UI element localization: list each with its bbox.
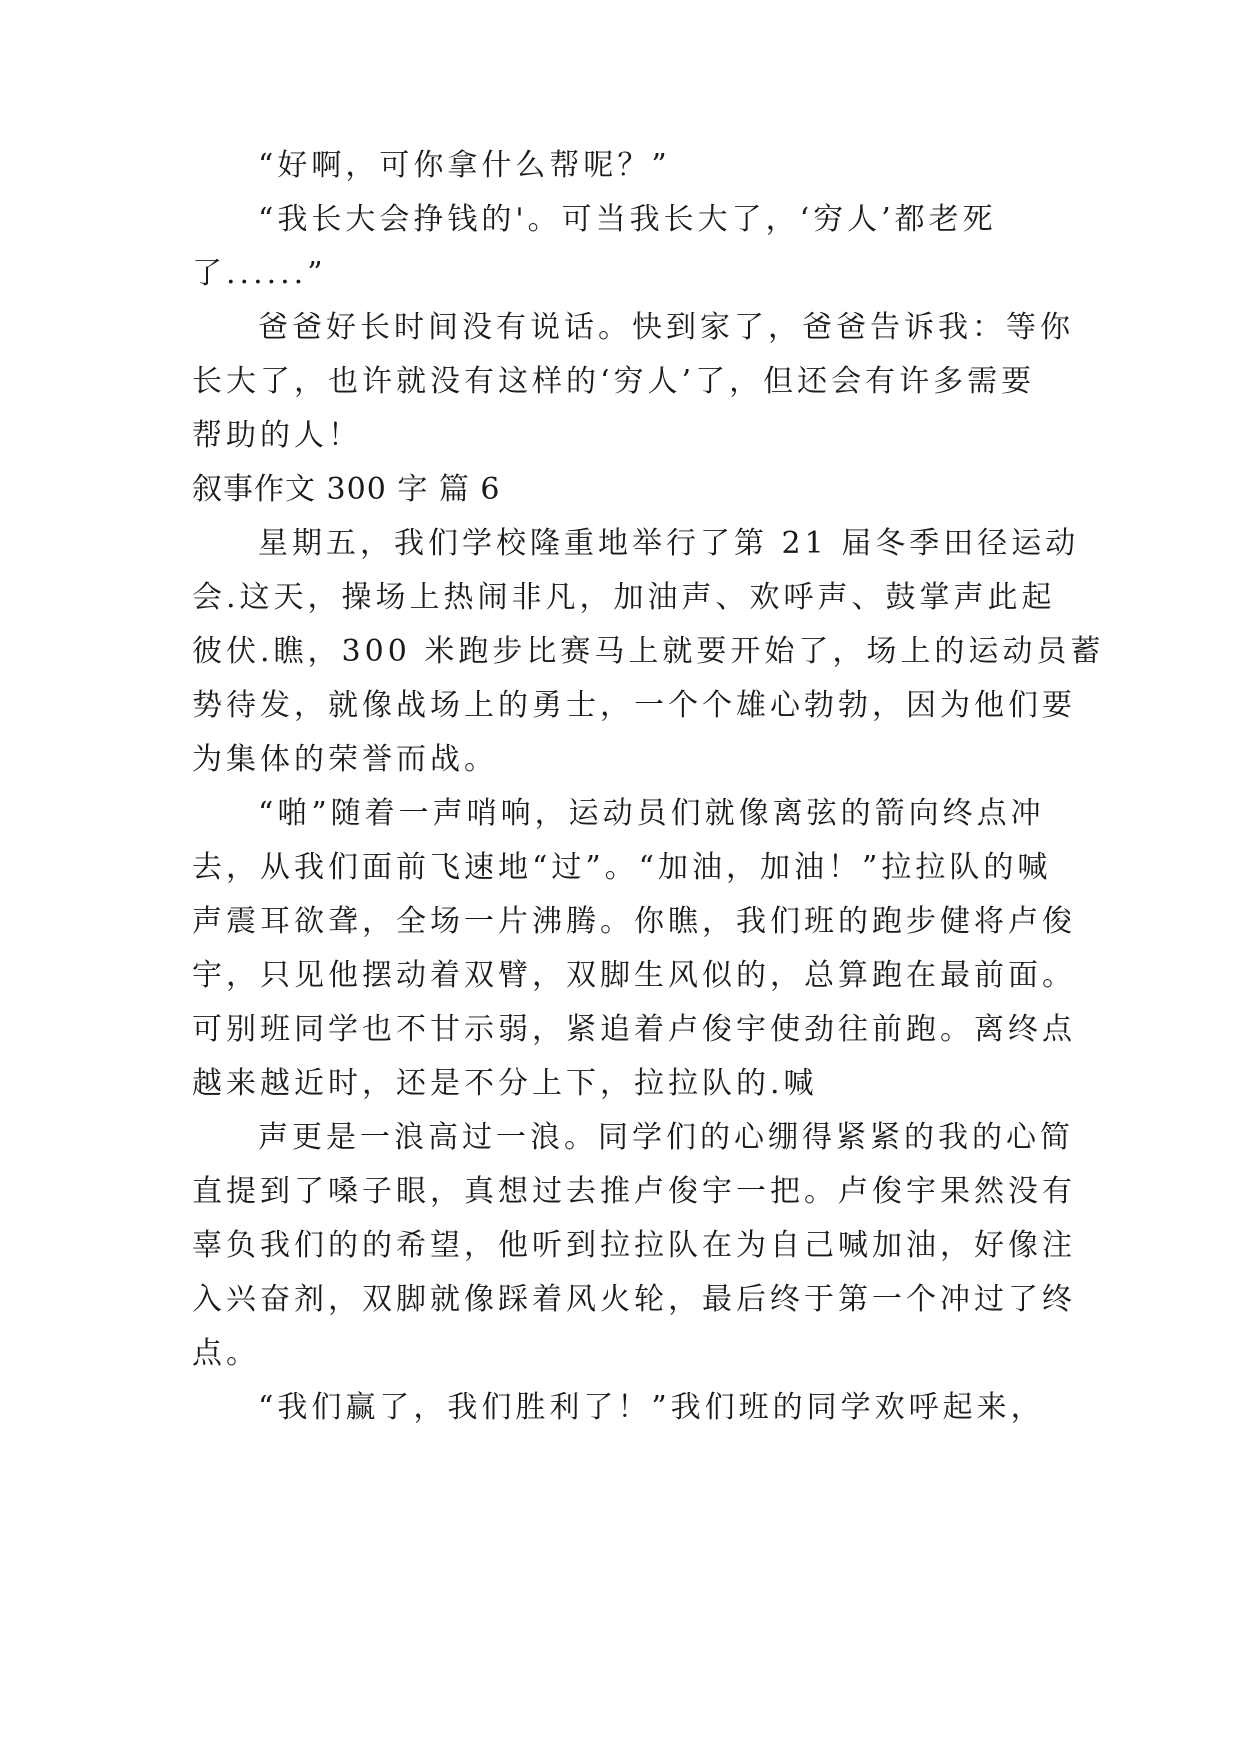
text-line: “好啊，可你拿什么帮呢？”	[258, 148, 671, 183]
text-line: 爸爸好长时间没有说话。快到家了，爸爸告诉我：等你	[258, 310, 1074, 345]
text-line: 直提到了嗓子眼，真想过去推卢俊宇一把。卢俊宇果然没有	[192, 1174, 1076, 1209]
text-line: “我们赢了，我们胜利了！”我们班的同学欢呼起来，	[258, 1390, 1045, 1425]
text-line: “我长大会挣钱的'。可当我长大了，‘穷人’都老死	[258, 202, 997, 237]
text-line: 声更是一浪高过一浪。同学们的心绷得紧紧的我的心简	[258, 1120, 1074, 1155]
text-line: 会.这天，操场上热闹非凡，加油声、欢呼声、鼓掌声此起	[192, 580, 1056, 615]
text-line: 入兴奋剂，双脚就像踩着风火轮，最后终于第一个冲过了终	[192, 1282, 1076, 1317]
text-line: 彼伏.瞧，300 米跑步比赛马上就要开始了，场上的运动员蓄	[192, 634, 1105, 669]
text-line: 长大了，也许就没有这样的‘穷人’了，但还会有许多需要	[192, 364, 1036, 399]
text-line: 帮助的人！	[192, 418, 362, 453]
text-line: “啪”随着一声哨响，运动员们就像离弦的箭向终点冲	[258, 796, 1045, 831]
text-line: 声震耳欲聋，全场一片沸腾。你瞧，我们班的跑步健将卢俊	[192, 904, 1076, 939]
text-line: 星期五，我们学校隆重地举行了第 21 届冬季田径运动	[258, 526, 1080, 561]
text-line: 可别班同学也不甘示弱，紧追着卢俊宇使劲往前跑。离终点	[192, 1012, 1076, 1047]
text-line: 点。	[192, 1336, 260, 1371]
text-line: 了......”	[192, 256, 327, 291]
text-line: 越来越近时，还是不分上下，拉拉队的.喊	[192, 1066, 818, 1101]
text-line: 去，从我们面前飞速地“过”。“加油，加油！”拉拉队的喊	[192, 850, 1052, 885]
text-line: 为集体的荣誉而战。	[192, 742, 498, 777]
text-line: 宇，只见他摆动着双臂，双脚生风似的，总算跑在最前面。	[192, 958, 1076, 993]
section-heading: 叙事作文 300 字 篇 6	[192, 472, 501, 507]
text-line: 势待发，就像战场上的勇士，一个个雄心勃勃，因为他们要	[192, 688, 1076, 723]
text-line: 辜负我们的的希望，他听到拉拉队在为自己喊加油，好像注	[192, 1228, 1076, 1263]
